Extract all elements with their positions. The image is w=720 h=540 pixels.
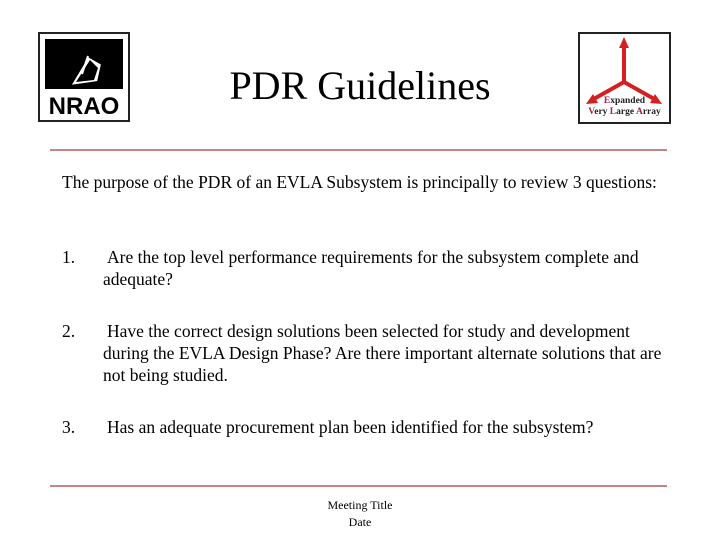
evla-word-very: ery [594,107,610,117]
evla-initial-v: V [588,107,595,117]
question-item [62,320,662,386]
question-number: 3. [62,417,76,437]
slide-footer [0,497,720,531]
question-item [62,246,662,290]
question-item [62,416,662,438]
evla-word-large: arge [616,107,636,117]
header-divider [50,149,667,151]
question-number: 2. [62,321,76,341]
question-number: 1. [62,247,76,267]
intro-paragraph: The purpose of the PDR of an EVLA Subsystem is principally to review 3 questions: [62,172,657,192]
evla-initial-a: A [635,107,643,117]
evla-word-array: rray [642,107,661,117]
question-text: Are the top level performance requirements for the subsystem complete and adequate? [103,247,639,289]
evla-initial-e: E [603,96,611,106]
footer-date: Date [348,515,372,529]
evla-word-expanded: xpanded [610,96,646,106]
evla-initial-l: L [609,107,617,117]
evla-logo [578,32,671,124]
evla-caption [580,96,669,118]
nrao-text: NRAO [48,93,120,120]
question-text: Has an adequate procurement plan been identified for the subsystem? [107,417,594,437]
slide-title: PDR Guidelines [229,63,491,108]
footer-meeting-title: Meeting Title [327,498,393,512]
question-text: Have the correct design solutions been selected for study and development during the EVLA Design Phase? Are there important alternate solutions that are not being studied. [103,321,662,385]
footer-divider [50,485,667,487]
